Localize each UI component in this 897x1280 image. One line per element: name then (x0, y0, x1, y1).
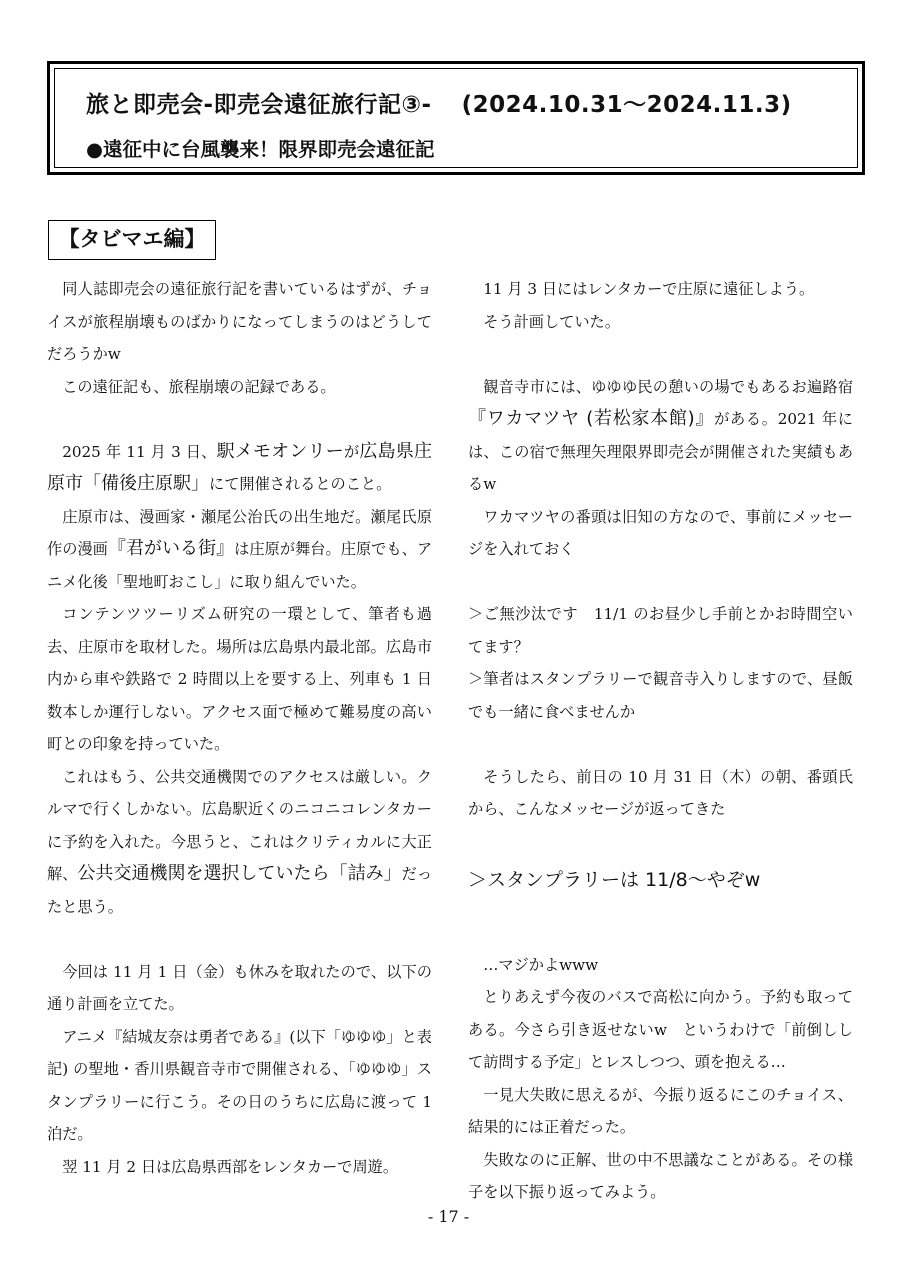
text-run: 観音寺市には、ゆゆゆ民の憩いの場でもあるお遍路宿 (483, 377, 853, 396)
paragraph: 一見大失敗に思えるが、今振り返るにこのチョイス、結果的には正着だった。 (468, 1085, 853, 1136)
text-run: が (344, 442, 360, 461)
text-run: にて開催されるとのこと。 (209, 475, 392, 493)
paragraph-gap (468, 916, 853, 949)
text-run: は庄原が舞台。庄原でも、アニメ化後「聖地町おこし」に取り組んでいた。 (47, 540, 433, 591)
paragraph (468, 371, 853, 501)
quoted-message: ＞筆者はスタンプラリーで観音寺入りしますので、昼飯でも一緒に食べませんか (468, 670, 853, 721)
paragraph-gap (47, 923, 432, 956)
article-subtitle: ●遠征中に台風襲来！限界即売会遠征記 (86, 138, 435, 161)
paragraph (47, 761, 432, 924)
paragraph-gap (468, 826, 853, 859)
paragraph: そうしたら、前日の 10 月 31 日（木）の朝、番頭氏から、こんなメッセージが返ってきた (468, 767, 853, 818)
paragraph: この遠征記も、旅程崩壊の記録である。 (62, 377, 336, 396)
paragraph (47, 501, 432, 599)
paragraph: 同人誌即売会の遠征旅行記を書いているはずが、チョイスが旅程崩壊ものばかりになってしまうのはどうしてだろうかw (47, 280, 432, 363)
section-label: 【タビマエ編】 (48, 220, 216, 260)
emphasis-text: 『君がいる街』 (107, 538, 235, 559)
text-run: 庄原市は、漫画家・瀬尾公治氏の出生地だ。瀬尾氏原作の漫画 (47, 507, 432, 558)
quoted-message: ＞ご無沙汰です 11/1 のお昼少し手前とかお時間空いてます？ (468, 605, 853, 656)
paragraph-gap (47, 403, 432, 436)
paragraph: 11 月 3 日にはレンタカーで庄原に遠征しよう。 (483, 280, 815, 298)
emphasis-text: 広島県庄原市「備後庄原駅」 (47, 440, 433, 494)
paragraph: ワカマツヤの番頭は旧知の方なので、事前にメッセージを入れておく (468, 507, 853, 558)
text-run: 2025 年 11 月 3 日、 (62, 442, 217, 461)
emphasis-text: 公共交通機関を選択していたら「詰み」 (77, 863, 402, 884)
left-column (47, 273, 432, 1183)
page-number: - 17 - (427, 1207, 470, 1226)
paragraph (47, 436, 432, 501)
paragraph: そう計画していた。 (483, 312, 620, 331)
paragraph-gap (468, 728, 853, 761)
right-column (468, 273, 853, 1209)
emphasis-text: 『ワカマツヤ (若松家本館)』 (468, 408, 715, 429)
highlighted-reply: ＞スタンプラリーは 11/8〜やぞw (468, 869, 761, 891)
title-box (47, 61, 865, 175)
article-title (86, 86, 792, 119)
text-run: これはもう、公共交通機関でのアクセスは厳しい。クルマで行くしかない。広島駅近くのニコニコレンタカーに予約を入れた。今思うと、これはクリティカルに大正解、 (47, 767, 432, 883)
paragraph: 今回は 11 月 1 日（金）も休みを取れたので、以下の通り計画を立てた。 (47, 962, 432, 1013)
paragraph: コンテンツツーリズム研究の一環として、筆者も過去、庄原市を取材した。場所は広島県内最北部。広島市内から車や鉄路で 2 時間以上を要する上、列車も 1 日数本しか運行しない。アクセス面で極めて難易度の高い町との印象を持っていた。 (47, 605, 432, 753)
paragraph-gap (468, 338, 853, 371)
text-run: がある。2021 年には、この宿で無理矢理限界即売会が開催された実績もあるw (468, 410, 853, 493)
paragraph: とりあえず今夜のバスで高松に向かう。予約も取ってある。今さら引き返せないw というわけで「前倒しして訪問する予定」とレスしつつ、頭を抱える… (468, 988, 853, 1071)
emphasis-text: 駅メモオンリー (216, 440, 344, 462)
paragraph: アニメ『結城友奈は勇者である』(以下「ゆゆゆ」と表記) の聖地・香川県観音寺市で開催される、「ゆゆゆ」スタンプラリーに行こう。その日のうちに広島に渡って 1 泊だ。 (47, 1027, 432, 1143)
paragraph: …マジかよwww (483, 955, 599, 974)
article-dates: (2024.10.31〜2024.11.3) (461, 92, 792, 118)
article-title-text: 旅と即売会-即売会遠征旅行記③- (86, 92, 432, 118)
paragraph: 失敗なのに正解、世の中不思議なことがある。その様子を以下振り返ってみよう。 (468, 1150, 853, 1201)
paragraph: 翌 11 月 2 日は広島県西部をレンタカーで周遊。 (62, 1157, 399, 1176)
text-run: だったと思う。 (47, 865, 433, 916)
paragraph-gap (468, 566, 853, 599)
